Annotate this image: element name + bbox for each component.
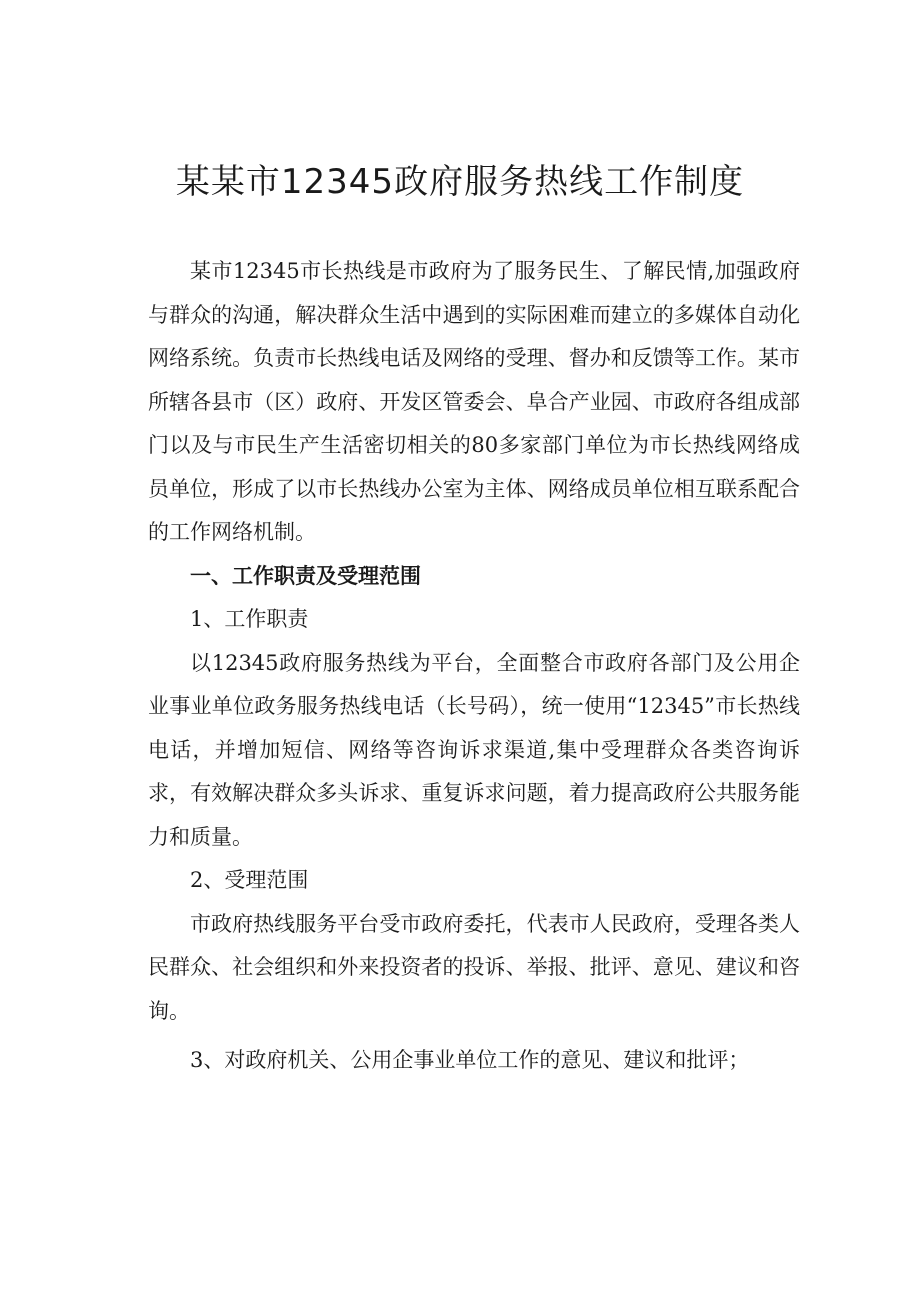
section-heading-1: 一、工作职责及受理范围: [190, 563, 421, 588]
subsection-heading-1: 1、工作职责: [190, 607, 309, 631]
subsection-body-1: 以12345政府服务热线为平台，全面整合市政府各部门及公用企业事业单位政务服务热线电话（长号码），统一使用“12345”市长热线电话，并增加短信、网络等咨询诉求渠道,集中受理群众各类咨询诉求，有效解决群众多头诉求、重复诉求问题，着力提高政府公共服务能力和质量。: [148, 650, 800, 849]
subsection-body-2: 市政府热线服务平台受市政府委托，代表市人民政府，受理各类人民群众、社会组织和外来投资者的投诉、举报、批评、意见、建议和咨询。: [148, 911, 800, 1023]
subsection-body-3: 3、对政府机关、公用企事业单位工作的意见、建议和批评；: [190, 1048, 750, 1072]
subsection-heading-2: 2、受理范围: [190, 868, 309, 892]
document-title: 某某市12345政府服务热线工作制度: [175, 162, 745, 202]
intro-paragraph: 某市12345市长热线是市政府为了服务民生、了解民情,加强政府与群众的沟通，解决群众生活中遇到的实际困难而建立的多媒体自动化网络系统。负责市长热线电话及网络的受理、督办和反馈等工作。某市所辖各县市（区）政府、开发区管委会、阜合产业园、市政府各组成部门以及与市民生产生活密切相关的80多家部门单位为市长热线网络成员单位，形成了以市长热线办公室为主体、网络成员单位相互联系配合的工作网络机制。: [148, 259, 800, 544]
document-body: [148, 250, 800, 1083]
